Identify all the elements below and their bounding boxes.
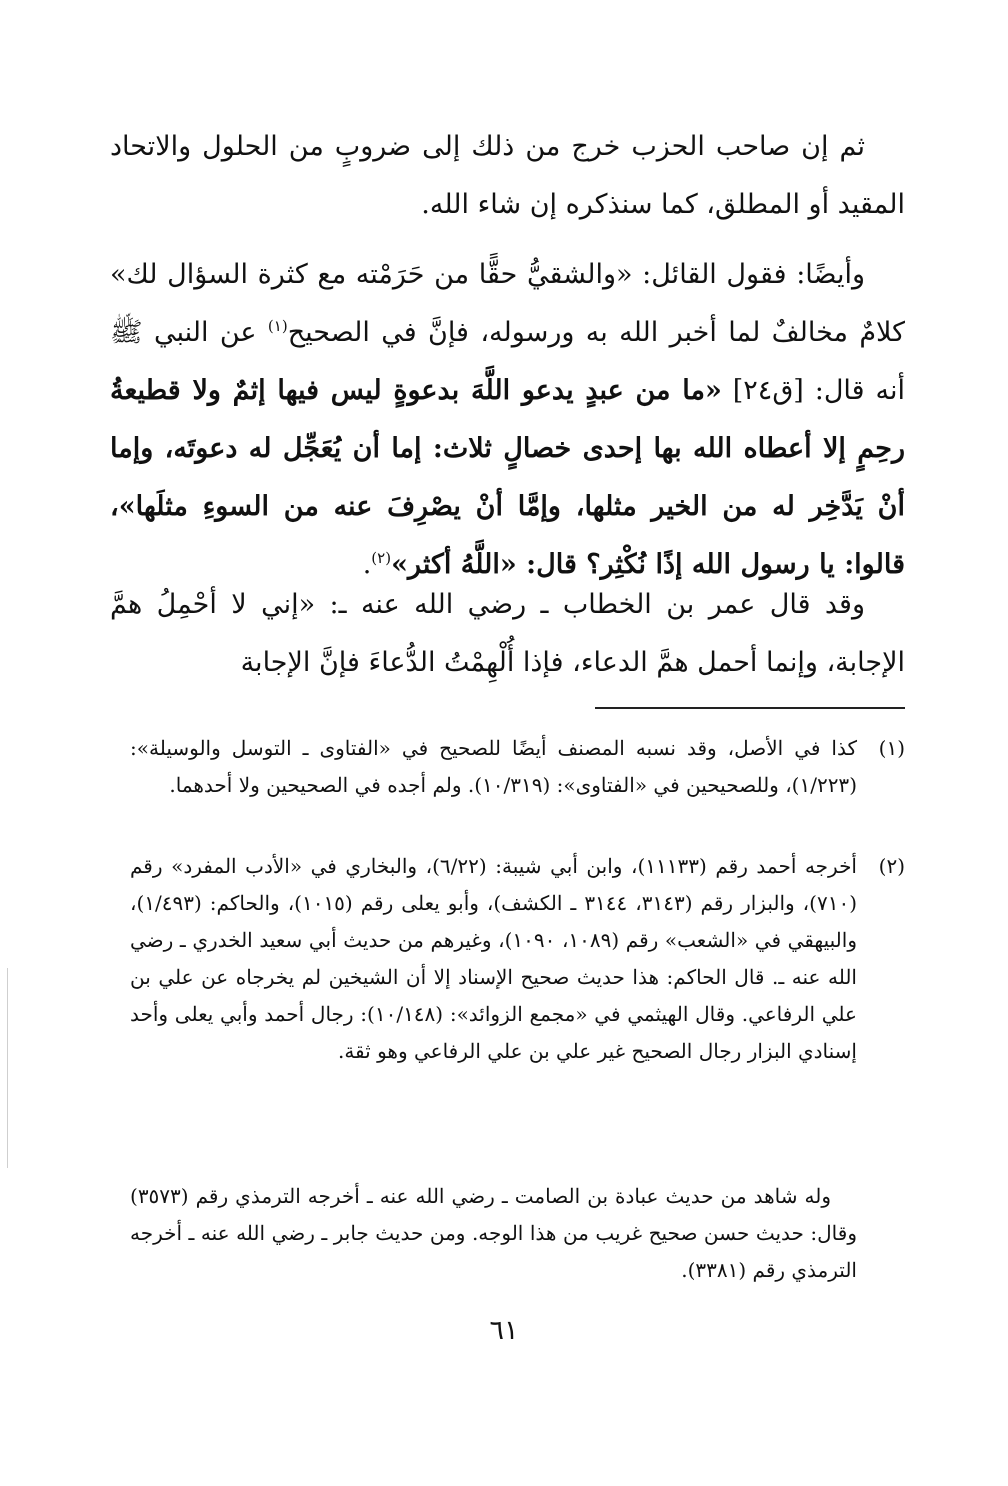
footnote-number: (١) [878, 736, 905, 760]
footnote-marker-1: (١) [267, 317, 288, 335]
footnote-1 [130, 730, 905, 804]
paragraph-text: وقد قال عمر بن الخطاب ـ رضي الله عنه ـ: «إني لا أحْمِلُ همَّ الإجابة، وإنما أحمل همَّ الدعاء، فإذا أُلْهِمْتُ الدُّعاءَ فإنَّ الإجابة [110, 589, 905, 678]
paragraph-text: ثم إن صاحب الحزب خرج من ذلك إلى ضروبٍ من الحلول والاتحاد المقيد أو المطلق، كما سنذكره إن شاء الله. [110, 131, 905, 220]
footnote-2-continuation: وله شاهد من حديث عبادة بن الصامت ـ رضي الله عنه ـ أخرجه الترمذي رقم (٣٥٧٣) وقال: حديث حسن صحيح غريب من هذا الوجه. ومن حديث جابر ـ رضي الله عنه ـ أخرجه الترمذي رقم (٣٣٨١). [130, 1184, 857, 1282]
footnote-separator [595, 707, 905, 709]
paragraph-continuation: عن النبي ﷺ أنه قال: [110, 317, 905, 406]
paragraph-text [110, 246, 905, 594]
footnote-text: أخرجه أحمد رقم (١١١٣٣)، وابن أبي شيبة: (٦/٢٢)، والبخاري في «الأدب المفرد» رقم (٧١٠)، والبزار رقم (٣١٤٣، ٣١٤٤ ـ الكشف)، وأبو يعلى رقم (١٠١٥)، والحاكم: (١/٤٩٣)، والبيهقي في «الشعب» رقم (١٠٨٩، ١٠٩٠)، وغيرهم من حديث أبي سعيد الخدري ـ رضي الله عنه ـ. قال الحاكم: هذا حديث صحيح الإسناد إلا أن الشيخين لم يخرجاه عن علي بن علي الرفاعي. وقال الهيثمي في «مجمع الزوائد»: (١٠/١٤٨): رجال أحمد وأبي يعلى وأحد إسنادي البزار رجال الصحيح غير علي بن علي الرفاعي وهو ثقة. [130, 854, 857, 1063]
paragraph-end: . [362, 549, 372, 580]
footnote-2 [130, 848, 905, 1070]
manuscript-reference: [ق٢٤] [732, 375, 804, 406]
paragraph-intro: وأيضًا: فقول القائل: «والشقيُّ حقًّا من حَرَمْته مع كثرة السؤال لك» كلامٌ مخالفٌ لما أخبر الله به ورسوله، فإنَّ في الصحيح [110, 259, 906, 348]
page-number: ٦١ [489, 1315, 519, 1346]
hadith-text: «ما من عبدٍ يدعو اللَّهَ بدعوةٍ ليس فيها إثمٌ ولا قطيعةُ رحِمٍ إلا أعطاه الله بها إحدى خصالٍ ثلاث: إما أن يُعَجِّل له دعوتَه، وإما أنْ يَدَّخِر له من الخير مثلها، وإمَّا أنْ يصْرِفَ عنه من السوءِ مثلَها»، قالوا: يا رسول الله إذًا نُكْثِر؟ قال: «اللَّهُ أكثر» [110, 375, 905, 580]
paragraph-hadith [110, 246, 905, 594]
footnote-number: (٢) [878, 854, 905, 878]
paragraph-hulul [110, 118, 905, 234]
paragraph-umar [110, 576, 905, 692]
scan-edge-line [7, 968, 8, 1168]
footnote-marker-2: (٢) [371, 549, 392, 567]
footnote-text: كذا في الأصل، وقد نسبه المصنف أيضًا للصحيح في «الفتاوى ـ التوسل والوسيلة»: (١/٢٢٣)، وللصحيحين في «الفتاوى»: (١٠/٣١٩). ولم أجده في الصحيحين ولا أحدهما. [130, 736, 857, 797]
